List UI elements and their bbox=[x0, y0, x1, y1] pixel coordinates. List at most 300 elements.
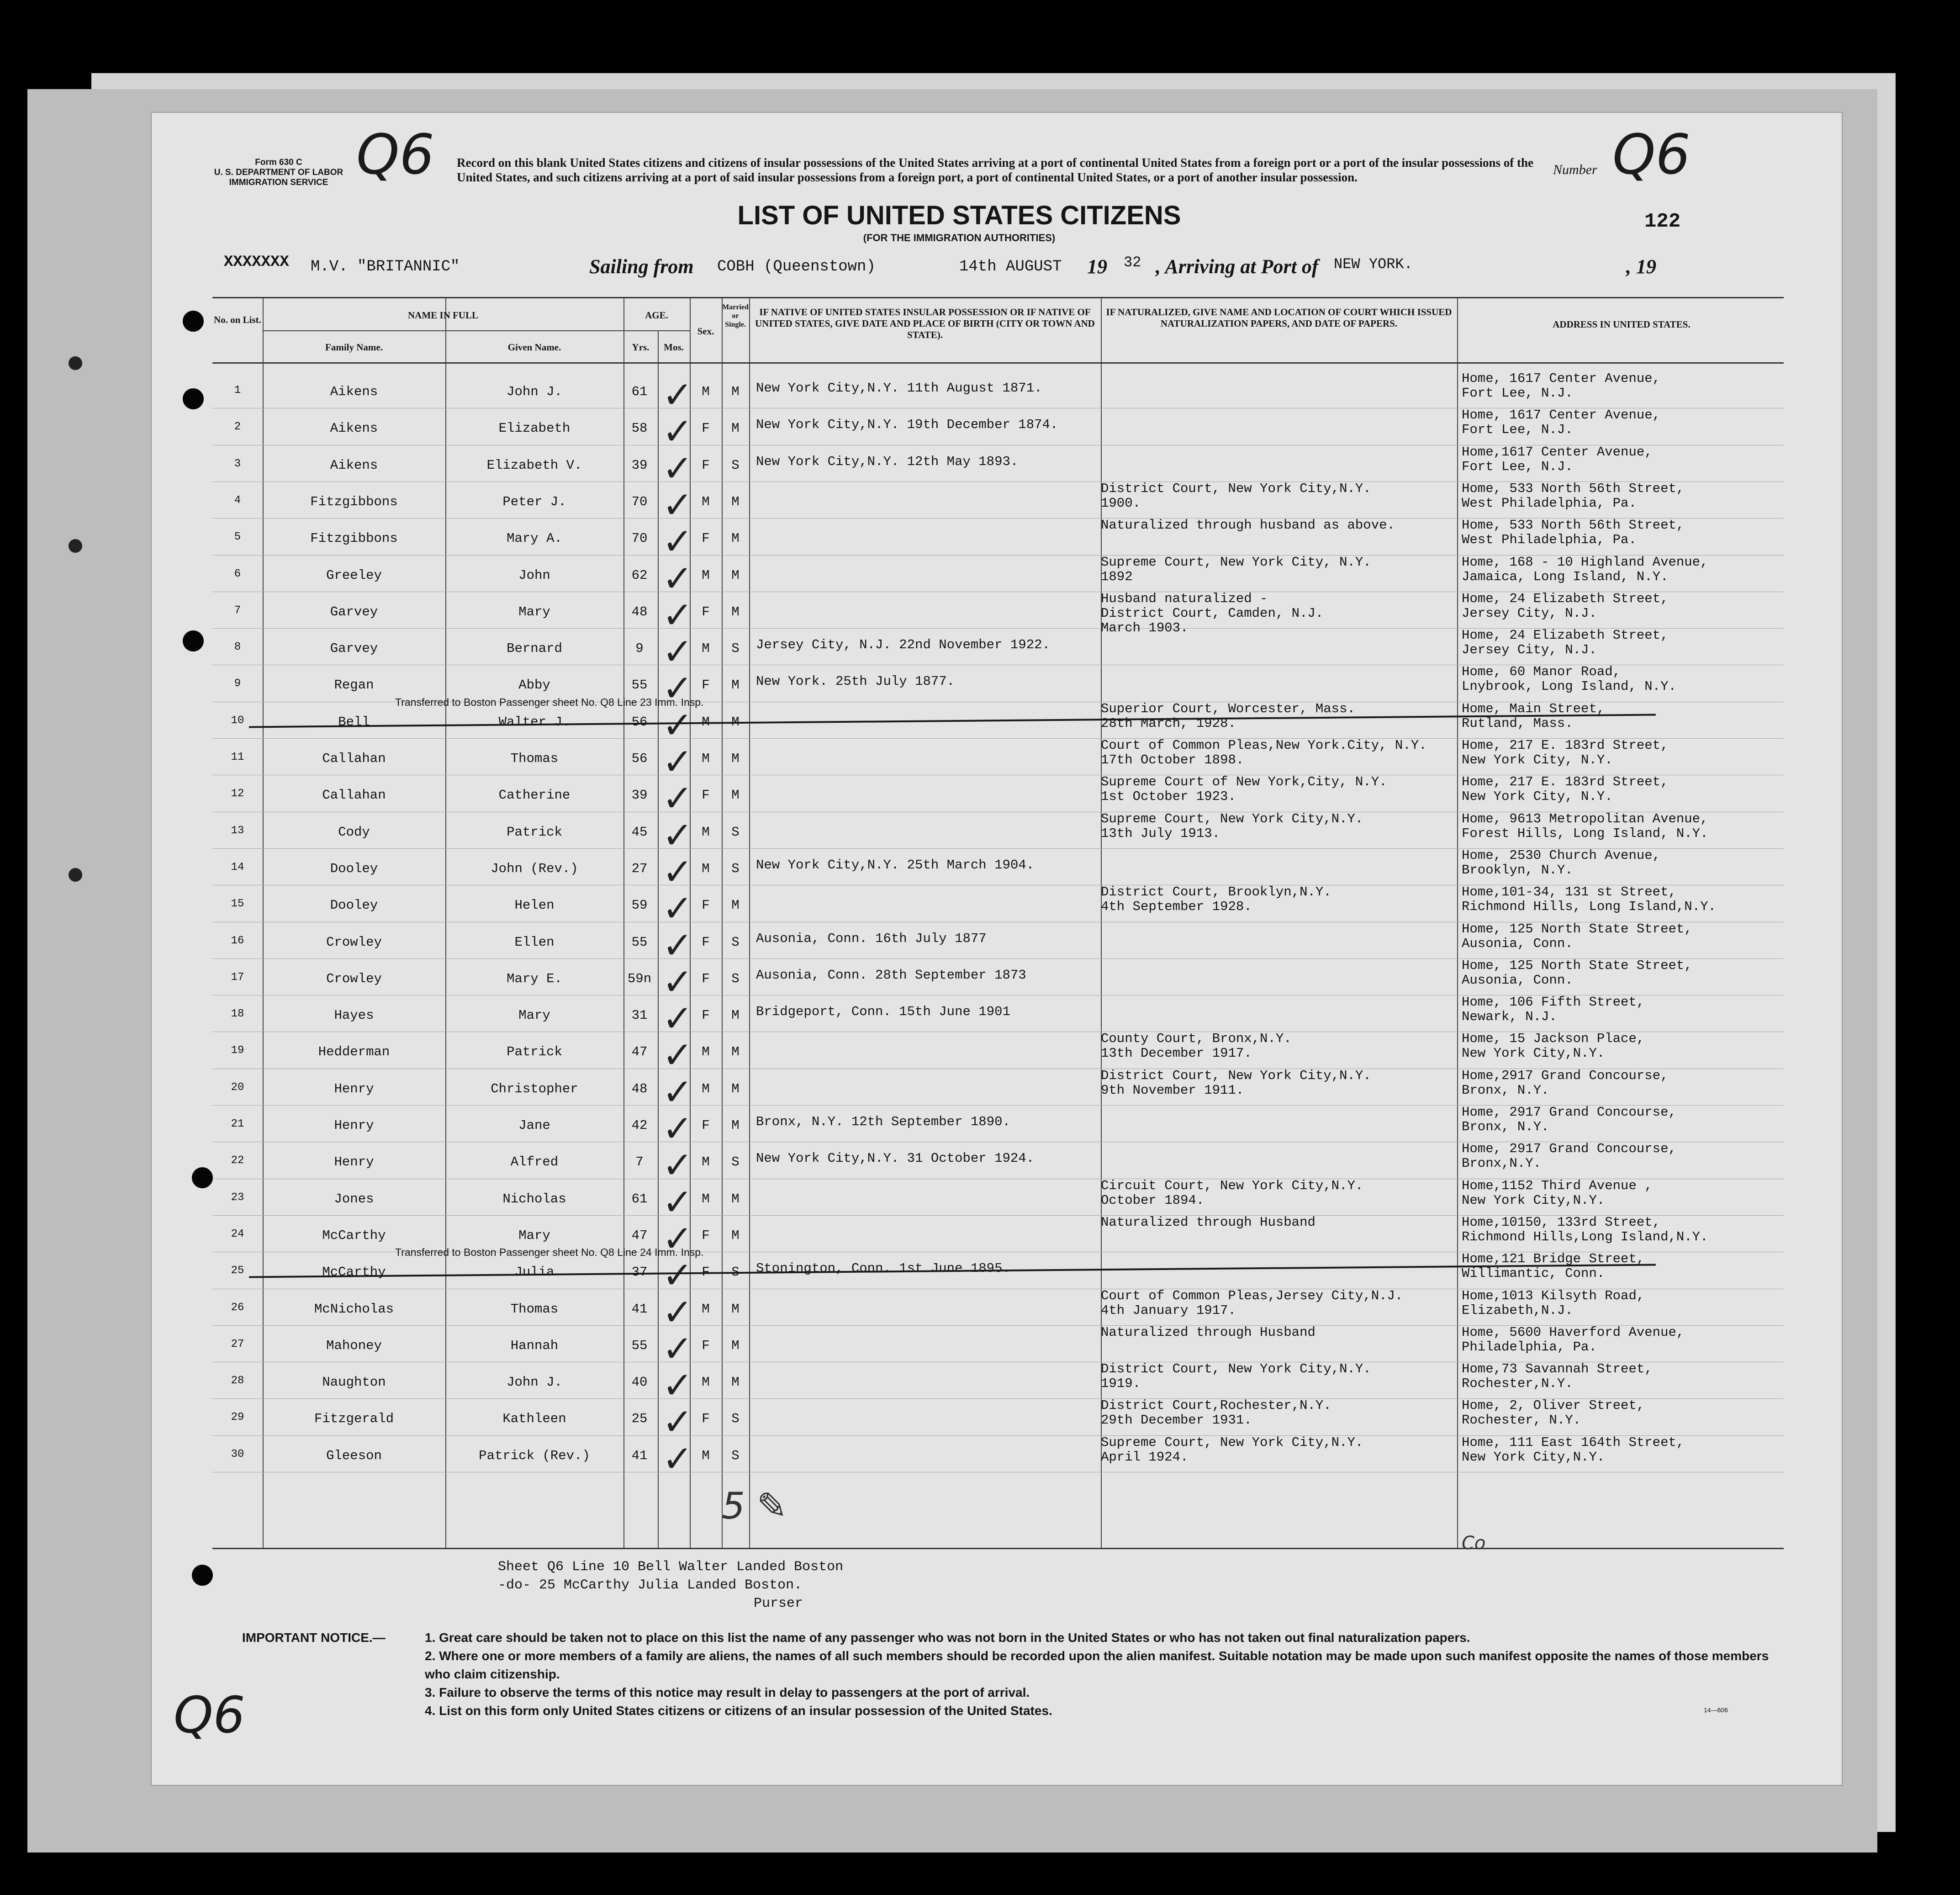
naturalization-line: 4th January 1917. bbox=[1101, 1302, 1236, 1318]
row-number: 24 bbox=[231, 1228, 244, 1240]
naturalization-line: 1900. bbox=[1101, 495, 1141, 511]
age: 55 bbox=[631, 678, 648, 693]
check-mark-icon: ✓ bbox=[662, 1070, 693, 1113]
instructions: Record on this blank United States citizens and citizens of insular possessions of the United States arriving at a port of continental United States from a foreign port or a port of the insular possessions of the United States, and such citizens arriving at a port of said insular possessions from a foreign port, a port of continental United States, or a port of another insular possession. bbox=[457, 156, 1534, 184]
purser-label: Purser bbox=[754, 1596, 803, 1611]
address-line: Home, 1617 Center Avenue, bbox=[1462, 408, 1661, 423]
naturalization-line: Circuit Court, New York City,N.Y. bbox=[1101, 1178, 1363, 1193]
sex: F bbox=[702, 1118, 710, 1133]
naturalization-info bbox=[1101, 812, 1457, 841]
age: 47 bbox=[631, 1228, 648, 1243]
check-mark-icon: ✓ bbox=[662, 1107, 693, 1150]
birth-info: New York. 25th July 1877. bbox=[756, 674, 955, 689]
family-name: Fitzgibbons bbox=[310, 531, 398, 546]
row-number: 14 bbox=[231, 861, 244, 873]
naturalization-line: District Court, Brooklyn,N.Y. bbox=[1101, 884, 1331, 900]
sex: M bbox=[702, 1154, 710, 1170]
check-mark-icon: ✓ bbox=[662, 520, 693, 563]
age: 37 bbox=[631, 1265, 648, 1280]
naturalization-line: March 1903. bbox=[1101, 620, 1189, 635]
given-name: Patrick bbox=[507, 824, 562, 840]
address-line: Home,1013 Kilsyth Road, bbox=[1462, 1288, 1645, 1303]
sex: M bbox=[702, 1044, 710, 1060]
marital-status: S bbox=[731, 641, 740, 656]
address bbox=[1462, 555, 1781, 584]
address bbox=[1462, 1398, 1781, 1428]
naturalization-line: 28th March, 1928. bbox=[1101, 715, 1236, 731]
age: 61 bbox=[631, 1191, 648, 1207]
family-name: Callahan bbox=[322, 788, 386, 803]
address-line: Home, 2530 Church Avenue, bbox=[1462, 847, 1661, 863]
address-line: Home,2917 Grand Concourse, bbox=[1462, 1068, 1669, 1083]
birth-info: New York City,N.Y. 31 October 1924. bbox=[756, 1151, 1035, 1166]
given-name: John J. bbox=[507, 384, 562, 399]
age: 25 bbox=[631, 1411, 648, 1427]
check-mark-icon: ✓ bbox=[662, 1291, 693, 1334]
marital-status: M bbox=[731, 1375, 740, 1390]
naturalization-line: County Court, Bronx,N.Y. bbox=[1101, 1031, 1292, 1047]
naturalization-line: April 1924. bbox=[1101, 1449, 1189, 1465]
address-line: Jersey City, N.J. bbox=[1462, 642, 1597, 658]
address-line: Bronx,N.Y. bbox=[1462, 1156, 1542, 1171]
family-name: Henry bbox=[334, 1081, 374, 1096]
address bbox=[1462, 885, 1781, 914]
address-line: Fort Lee, N.J. bbox=[1462, 459, 1573, 474]
given-name: Mary bbox=[518, 1008, 550, 1023]
check-mark-icon: ✓ bbox=[662, 483, 693, 526]
vessel-name: M.V. "BRITANNIC" bbox=[311, 258, 460, 275]
address bbox=[1462, 1289, 1781, 1318]
given-name: John (Rev.) bbox=[491, 861, 578, 876]
marital-status: M bbox=[731, 1008, 740, 1023]
punch-hole bbox=[69, 539, 82, 553]
address-line: Home,1617 Center Avenue, bbox=[1462, 444, 1653, 460]
naturalization-line: Supreme Court, New York City,N.Y. bbox=[1101, 811, 1363, 826]
address-line: Rutland, Mass. bbox=[1462, 715, 1573, 731]
check-mark-icon: ✓ bbox=[662, 593, 693, 636]
row-number: 11 bbox=[231, 751, 244, 763]
address bbox=[1462, 848, 1781, 878]
check-mark-icon: ✓ bbox=[662, 1180, 693, 1223]
address-line: Home,73 Savannah Street, bbox=[1462, 1361, 1653, 1377]
check-mark-icon: ✓ bbox=[662, 814, 693, 857]
col-address: ADDRESS IN UNITED STATES. bbox=[1553, 319, 1691, 330]
address-line: New York City,N.Y. bbox=[1462, 1192, 1605, 1208]
address bbox=[1462, 1362, 1781, 1391]
naturalization-line: Supreme Court of New York,City, N.Y. bbox=[1101, 774, 1387, 790]
age: 47 bbox=[631, 1044, 648, 1060]
check-mark-icon: ✓ bbox=[662, 410, 693, 453]
table-row bbox=[212, 591, 1784, 636]
age: 62 bbox=[631, 567, 648, 583]
marital-status: S bbox=[731, 457, 740, 473]
naturalization-info bbox=[1101, 1289, 1457, 1318]
naturalization-line: 4th September 1928. bbox=[1101, 899, 1252, 915]
address bbox=[1462, 628, 1781, 657]
family-name: Greeley bbox=[326, 567, 382, 583]
family-name: Dooley bbox=[330, 898, 378, 913]
address bbox=[1462, 1069, 1781, 1098]
marital-status: S bbox=[731, 934, 740, 950]
naturalization-info bbox=[1101, 1362, 1457, 1391]
age: 45 bbox=[631, 824, 648, 840]
sex: F bbox=[702, 1265, 710, 1280]
naturalization-info bbox=[1101, 885, 1457, 914]
family-name: Hayes bbox=[334, 1008, 374, 1023]
address bbox=[1462, 518, 1781, 547]
naturalization-line: Naturalized through Husband bbox=[1101, 1214, 1315, 1230]
family-name: Crowley bbox=[326, 934, 382, 950]
naturalization-line: October 1894. bbox=[1101, 1192, 1205, 1208]
sailing-date: 14th AUGUST bbox=[959, 258, 1062, 275]
row-number: 1 bbox=[234, 384, 241, 397]
given-name: Mary bbox=[518, 604, 550, 619]
page-subtitle: (FOR THE IMMIGRATION AUTHORITIES) bbox=[863, 232, 1056, 243]
footer-note: -do- 25 McCarthy Julia Landed Boston. bbox=[498, 1577, 803, 1593]
address-line: Home, Main Street, bbox=[1462, 701, 1605, 716]
col-naturalized: IF NATURALIZED, GIVE NAME AND LOCATION OF COURT WHICH ISSUED NATURALIZATION PAPERS, AND DATE OF PAPERS. bbox=[1106, 307, 1452, 329]
naturalization-line: 13th July 1913. bbox=[1101, 826, 1220, 841]
row-number: 19 bbox=[231, 1044, 244, 1057]
naturalization-line: 1892 bbox=[1101, 569, 1133, 584]
family-name: Regan bbox=[334, 678, 374, 693]
age: 61 bbox=[631, 384, 648, 399]
given-name: Nicholas bbox=[502, 1191, 566, 1207]
age: 48 bbox=[631, 1081, 648, 1096]
marital-status: M bbox=[731, 1301, 740, 1317]
handwritten-scribble: Co bbox=[1462, 1533, 1486, 1554]
address-line: Home,1152 Third Avenue , bbox=[1462, 1178, 1653, 1193]
age: 48 bbox=[631, 604, 648, 619]
check-mark-icon: ✓ bbox=[662, 741, 693, 783]
age: 58 bbox=[631, 421, 648, 436]
naturalization-info bbox=[1101, 1215, 1457, 1230]
address-line: Home, 24 Elizabeth Street, bbox=[1462, 591, 1669, 606]
naturalization-line: 17th October 1898. bbox=[1101, 752, 1244, 768]
address-line: New York City,N.Y. bbox=[1462, 1449, 1605, 1465]
sex: F bbox=[702, 678, 710, 693]
sex: M bbox=[702, 494, 710, 509]
row-number: 23 bbox=[231, 1191, 244, 1204]
birth-info: Bridgeport, Conn. 15th June 1901 bbox=[756, 1004, 1010, 1020]
marital-status: M bbox=[731, 1191, 740, 1207]
sex: M bbox=[702, 1081, 710, 1096]
marital-status: M bbox=[731, 1228, 740, 1243]
row-number: 15 bbox=[231, 898, 244, 910]
naturalization-line: 29th December 1931. bbox=[1101, 1413, 1252, 1428]
address-line: Home, 125 North State Street, bbox=[1462, 921, 1692, 937]
row-number: 6 bbox=[234, 567, 241, 580]
naturalization-line: Court of Common Pleas,Jersey City,N.J. bbox=[1101, 1288, 1403, 1303]
marital-status: S bbox=[731, 861, 740, 876]
check-mark-icon: ✓ bbox=[662, 1401, 693, 1444]
address-line: West Philadelphia, Pa. bbox=[1462, 532, 1637, 548]
margin-q6: Q6 bbox=[174, 1686, 245, 1744]
address-line: Home, 5600 Haverford Avenue, bbox=[1462, 1324, 1685, 1340]
row-number: 9 bbox=[234, 678, 241, 690]
marital-status: M bbox=[731, 678, 740, 693]
row-number: 25 bbox=[231, 1265, 244, 1277]
form-code: 14—606 bbox=[1704, 1706, 1728, 1714]
check-mark-icon: ✓ bbox=[662, 447, 693, 490]
check-mark-icon: ✓ bbox=[662, 887, 693, 930]
col-yrs: Yrs. bbox=[632, 342, 650, 353]
transfer-note: Transferred to Boston Passenger sheet No. Q8 Line 24 Imm. Insp. bbox=[395, 1246, 704, 1259]
year-prefix: 19 bbox=[1087, 255, 1107, 278]
age: 55 bbox=[631, 934, 648, 950]
age: 7 bbox=[635, 1154, 644, 1170]
family-name: Jones bbox=[334, 1191, 374, 1207]
family-name: Henry bbox=[334, 1154, 374, 1170]
address bbox=[1462, 1179, 1781, 1208]
row-number: 7 bbox=[234, 604, 241, 617]
col-married: Married or Single. bbox=[722, 303, 749, 328]
family-name: Fitzgibbons bbox=[310, 494, 398, 509]
age: 56 bbox=[631, 714, 648, 730]
naturalization-line: 1919. bbox=[1101, 1376, 1141, 1392]
marital-status: M bbox=[731, 788, 740, 803]
address bbox=[1462, 1325, 1781, 1355]
address-line: Rochester, N.Y. bbox=[1462, 1413, 1581, 1428]
table-row bbox=[212, 1068, 1784, 1113]
family-name: Callahan bbox=[322, 751, 386, 766]
address-line: Richmond Hills,Long Island,N.Y. bbox=[1462, 1229, 1708, 1244]
given-name: Peter J. bbox=[502, 494, 566, 509]
address bbox=[1462, 445, 1781, 474]
family-name: Cody bbox=[338, 824, 370, 840]
address-line: New York City,N.Y. bbox=[1462, 1046, 1605, 1061]
year-prefix-2: , 19 bbox=[1626, 255, 1656, 278]
address-line: Home,10150, 133rd Street, bbox=[1462, 1214, 1661, 1230]
given-name: Thomas bbox=[510, 751, 559, 766]
marital-status: M bbox=[731, 898, 740, 913]
naturalization-line: 9th November 1911. bbox=[1101, 1082, 1244, 1098]
naturalization-line: Superior Court, Worcester, Mass. bbox=[1101, 701, 1355, 716]
address bbox=[1462, 592, 1781, 621]
footer-notes bbox=[498, 1558, 843, 1613]
sex: M bbox=[702, 861, 710, 876]
sex: F bbox=[702, 971, 710, 986]
col-mos: Mos. bbox=[664, 342, 684, 353]
age: 41 bbox=[631, 1448, 648, 1463]
address-line: Rochester,N.Y. bbox=[1462, 1376, 1573, 1392]
birth-info: Stonington, Conn. 1st June 1895. bbox=[756, 1261, 1010, 1276]
year-value: 32 bbox=[1124, 254, 1141, 271]
address-line: Home, 168 - 10 Highland Avenue, bbox=[1462, 554, 1708, 570]
family-name: Aikens bbox=[330, 457, 378, 473]
notice-item: 2. Where one or more members of a family are aliens, the names of all such members should be recorded upon the alien manifest. Suitable notation may be made upon such manifest opposite the names of those members who claim citizenship. bbox=[425, 1649, 1769, 1681]
naturalization-info bbox=[1101, 1325, 1457, 1340]
birth-info: Jersey City, N.J. 22nd November 1922. bbox=[756, 637, 1050, 653]
address-line: West Philadelphia, Pa. bbox=[1462, 495, 1637, 511]
naturalization-info bbox=[1101, 482, 1457, 511]
sex: F bbox=[702, 604, 710, 619]
row-number: 10 bbox=[231, 714, 244, 727]
row-number: 30 bbox=[231, 1448, 244, 1461]
age: 9 bbox=[635, 641, 644, 656]
check-mark-icon: ✓ bbox=[662, 704, 693, 746]
given-name: Patrick (Rev.) bbox=[479, 1448, 590, 1463]
age: 42 bbox=[631, 1118, 648, 1133]
family-name: Crowley bbox=[326, 971, 382, 986]
address bbox=[1462, 408, 1781, 437]
row-number: 28 bbox=[231, 1375, 244, 1387]
given-name: Walter J. bbox=[498, 714, 571, 730]
number-value: Q6 bbox=[1612, 123, 1691, 187]
address bbox=[1462, 775, 1781, 804]
row-number: 3 bbox=[234, 457, 241, 470]
marital-status: S bbox=[731, 971, 740, 986]
family-name: Garvey bbox=[330, 641, 378, 656]
marital-status: M bbox=[731, 604, 740, 619]
naturalization-line: District Court, New York City,N.Y. bbox=[1101, 1361, 1371, 1377]
punch-hole bbox=[192, 1167, 213, 1188]
marital-status: M bbox=[731, 494, 740, 509]
check-mark-icon: ✓ bbox=[662, 557, 693, 600]
address bbox=[1462, 1142, 1781, 1171]
family-name: Aikens bbox=[330, 384, 378, 399]
family-name: McCarthy bbox=[322, 1228, 386, 1243]
birth-info: Ausonia, Conn. 16th July 1877 bbox=[756, 931, 987, 946]
sailing-label: Sailing from bbox=[589, 255, 694, 278]
naturalization-line: Supreme Court, New York City, N.Y. bbox=[1101, 554, 1371, 570]
punch-hole bbox=[192, 1565, 213, 1586]
address-line: Home, 533 North 56th Street, bbox=[1462, 518, 1685, 533]
sex: M bbox=[702, 1301, 710, 1317]
marital-status: M bbox=[731, 751, 740, 766]
birth-info: Ausonia, Conn. 28th September 1873 bbox=[756, 967, 1026, 983]
age: 39 bbox=[631, 788, 648, 803]
address-line: Elizabeth,N.J. bbox=[1462, 1302, 1573, 1318]
arriving-label: , Arriving at Port of bbox=[1156, 255, 1319, 278]
address-line: Home, 2, Oliver Street, bbox=[1462, 1398, 1645, 1413]
family-name: Aikens bbox=[330, 421, 378, 436]
notice-item: 4. List on this form only United States citizens or citizens of an insular possession of the United States. bbox=[425, 1704, 1052, 1718]
col-birth: IF NATIVE OF UNITED STATES INSULAR POSSESSION OR IF NATIVE OF UNITED STATES, GIVE DATE AND PLACE OF BIRTH (CITY OR TOWN AND STATE). bbox=[755, 307, 1095, 340]
address-line: Home, 2917 Grand Concourse, bbox=[1462, 1105, 1676, 1120]
table-row bbox=[212, 408, 1784, 453]
punch-hole bbox=[183, 311, 204, 332]
address-line: Home, 2917 Grand Concourse, bbox=[1462, 1141, 1676, 1157]
marital-status: M bbox=[731, 1118, 740, 1133]
age: 27 bbox=[631, 861, 648, 876]
col-no: No. on List. bbox=[214, 314, 261, 325]
given-name: Julia bbox=[514, 1265, 555, 1280]
handwritten-scribble: 5 ✎ bbox=[722, 1485, 787, 1527]
row-number: 13 bbox=[231, 824, 244, 837]
naturalization-info bbox=[1101, 555, 1457, 584]
check-mark-icon: ✓ bbox=[662, 1034, 693, 1077]
birth-info: New York City,N.Y. 25th March 1904. bbox=[756, 857, 1035, 873]
age: 56 bbox=[631, 751, 648, 766]
row-number: 16 bbox=[231, 934, 244, 947]
punch-hole bbox=[69, 868, 82, 882]
col-given-name: Given Name. bbox=[507, 342, 561, 353]
marital-status: M bbox=[731, 1081, 740, 1096]
address bbox=[1462, 1032, 1781, 1061]
naturalization-line: Naturalized through Husband bbox=[1101, 1324, 1315, 1340]
age: 55 bbox=[631, 1338, 648, 1353]
age: 41 bbox=[631, 1301, 648, 1317]
given-name: Kathleen bbox=[502, 1411, 566, 1427]
family-name: Naughton bbox=[322, 1375, 386, 1390]
page-number: 122 bbox=[1644, 210, 1681, 233]
age: 40 bbox=[631, 1375, 648, 1390]
given-name: Mary A. bbox=[507, 531, 562, 546]
naturalization-line: Court of Common Pleas,New York.City, N.Y. bbox=[1101, 738, 1427, 753]
row-number: 18 bbox=[231, 1008, 244, 1021]
sex: F bbox=[702, 421, 710, 436]
address bbox=[1462, 1105, 1781, 1134]
given-name: Elizabeth V. bbox=[486, 457, 582, 473]
given-name: John J. bbox=[507, 1375, 562, 1390]
age: 59n bbox=[627, 971, 652, 986]
address-line: Richmond Hills, Long Island,N.Y. bbox=[1462, 899, 1716, 915]
sex: M bbox=[702, 384, 710, 399]
marital-status: S bbox=[731, 1265, 740, 1280]
sex: M bbox=[702, 1375, 710, 1390]
row-number: 27 bbox=[231, 1338, 244, 1350]
given-name: Helen bbox=[514, 898, 555, 913]
given-name: John bbox=[518, 567, 550, 583]
address-line: Home, 217 E. 183rd Street, bbox=[1462, 738, 1669, 753]
address-line: Home, 1617 Center Avenue, bbox=[1462, 371, 1661, 386]
row-number: 29 bbox=[231, 1411, 244, 1424]
footer-note: Sheet Q6 Line 10 Bell Walter Landed Boston bbox=[498, 1559, 844, 1575]
col-name-in-full: NAME IN FULL bbox=[407, 310, 478, 321]
col-age: AGE. bbox=[645, 310, 668, 321]
address-line: Brooklyn, N.Y. bbox=[1462, 862, 1573, 878]
sex: M bbox=[702, 1191, 710, 1207]
naturalization-info bbox=[1101, 1435, 1457, 1465]
marital-status: M bbox=[731, 531, 740, 546]
punch-hole bbox=[183, 630, 204, 651]
sex: M bbox=[702, 1448, 710, 1463]
address-line: Bronx, N.Y. bbox=[1462, 1082, 1549, 1098]
sex: M bbox=[702, 567, 710, 583]
address-line: Home, 111 East 164th Street, bbox=[1462, 1434, 1685, 1450]
address-line: Lnybrook, Long Island, N.Y. bbox=[1462, 679, 1676, 694]
marital-status: S bbox=[731, 1411, 740, 1427]
marital-status: M bbox=[731, 1044, 740, 1060]
punch-hole bbox=[69, 356, 82, 370]
address-line: Philadelphia, Pa. bbox=[1462, 1339, 1597, 1355]
check-mark-icon: ✓ bbox=[662, 960, 693, 1003]
sex: F bbox=[702, 788, 710, 803]
given-name: Hannah bbox=[510, 1338, 559, 1353]
marital-status: M bbox=[731, 1338, 740, 1353]
given-name: Mary bbox=[518, 1228, 550, 1243]
given-name: Jane bbox=[518, 1118, 550, 1133]
check-mark-icon: ✓ bbox=[662, 630, 693, 673]
family-name: Bell bbox=[338, 714, 370, 730]
address-line: Jamaica, Long Island, N.Y. bbox=[1462, 569, 1669, 584]
address-line: Home, 9613 Metropolitan Avenue, bbox=[1462, 811, 1708, 826]
address bbox=[1462, 812, 1781, 841]
address bbox=[1462, 958, 1781, 988]
address-line: Fort Lee, N.J. bbox=[1462, 422, 1573, 438]
given-name: Ellen bbox=[514, 934, 555, 950]
check-mark-icon: ✓ bbox=[662, 374, 693, 416]
sex: F bbox=[702, 1008, 710, 1023]
row-number: 4 bbox=[234, 494, 241, 507]
sex: F bbox=[702, 898, 710, 913]
address-line: New York City, N.Y. bbox=[1462, 789, 1613, 805]
family-name: Dooley bbox=[330, 861, 378, 876]
address-line: Home, 15 Jackson Place, bbox=[1462, 1031, 1645, 1047]
sex: F bbox=[702, 531, 710, 546]
number-label: Number bbox=[1553, 162, 1597, 177]
